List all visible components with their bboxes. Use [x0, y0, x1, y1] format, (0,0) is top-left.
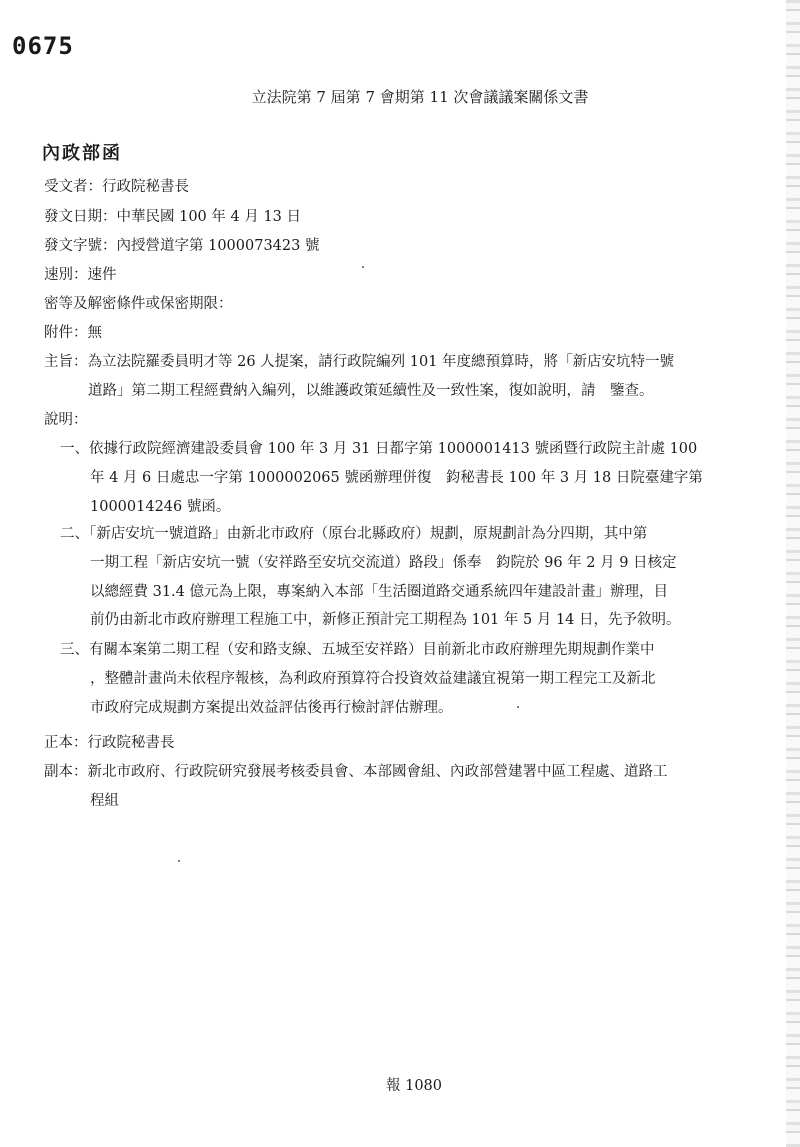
- speed-field: 速別：速件: [44, 267, 117, 283]
- item-1-line-1: 一、依據行政院經濟建設委員會 100 年 3 月 31 日都字第 1000001413 號函暨行政院主計處 100: [60, 441, 698, 457]
- item-2-line-1: 二、「新店安坑一號道路」由新北市政府（原台北縣政府）規劃，原規劃計為分四期，其中第: [60, 526, 648, 542]
- date-field: 發文日期：中華民國 100 年 4 月 13 日: [44, 209, 302, 225]
- item-2-line-2: 一期工程「新店安坑一號（安祥路至安坑交流道）路段」係奉 鈞院於 96 年 2 月 9 日核定: [90, 555, 677, 571]
- recipient-field: 受文者：行政院秘書長: [44, 179, 189, 195]
- item-2-line-4: 前仍由新北市政府辦理工程施工中，新修正預計完工期程為 101 年 5 月 14 日，先予敘明。: [90, 612, 681, 628]
- page-number: 0675: [12, 32, 74, 60]
- scan-edge-strip: [786, 0, 800, 1147]
- item-3-line-2: ，整體計畫尚未依程序報核，為利政府預算符合投資效益建議宜視第一期工程完工及新北: [90, 671, 656, 687]
- document-header: 立法院第 7 屆第 7 會期第 11 次會議議案關係文書: [251, 88, 589, 106]
- issuer-title: 內政部函: [42, 143, 122, 164]
- subject-line-1: 主旨：為立法院羅委員明才等 26 人提案，請行政院編列 101 年度總預算時，將「新店安坑特一號: [44, 354, 675, 370]
- item-3-line-3: 市政府完成規劃方案提出效益評估後再行檢討評估辦理。: [90, 700, 453, 716]
- footer-page-number: 報 1080: [385, 1078, 442, 1094]
- subject-line-2: 道路」第二期工程經費納入編列，以維護政策延續性及一致性案，復如說明，請 鑒查。: [88, 383, 654, 399]
- cc-line-1: 副本：新北市政府、行政院研究發展考核委員會、本部國會組、內政部營建署中區工程處、道路工: [44, 764, 668, 780]
- secrecy-field: 密等及解密條件或保密期限：: [44, 296, 233, 312]
- item-1-line-3: 1000014246 號函。: [90, 499, 231, 515]
- item-1-line-2: 年 4 月 6 日處忠一字第 1000002065 號函辦理併復 鈞秘書長 100 年 3 月 18 日院臺建字第: [90, 470, 703, 486]
- scan-speck: [517, 706, 519, 708]
- doc-number-field: 發文字號：內授營道字第 1000073423 號: [44, 238, 320, 254]
- scan-speck: [362, 266, 364, 268]
- scan-speck: [178, 860, 180, 862]
- explanation-label: 說明：: [44, 412, 88, 428]
- copy-to-field: 正本：行政院秘書長: [44, 735, 175, 751]
- item-3-line-1: 三、有關本案第二期工程（安和路支線、五城至安祥路）目前新北市政府辦理先期規劃作業中: [60, 642, 655, 658]
- cc-line-2: 程組: [90, 793, 119, 809]
- attachment-field: 附件：無: [44, 325, 102, 341]
- item-2-line-3: 以總經費 31.4 億元為上限，專案納入本部「生活圈道路交通系統四年建設計畫」辦理，目: [90, 584, 668, 600]
